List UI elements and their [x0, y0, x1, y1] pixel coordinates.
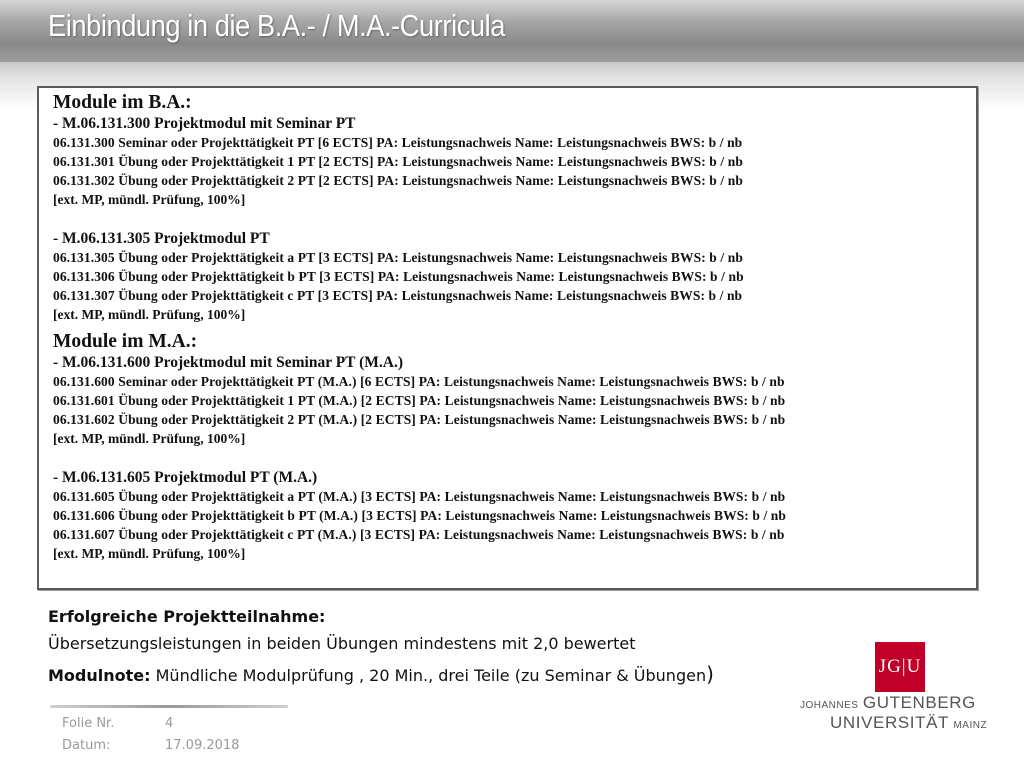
slide-footer — [62, 713, 239, 757]
section-heading-ma: Module im M.A.: — [53, 331, 198, 352]
module-group-ba-300 — [53, 114, 972, 209]
grade-line — [48, 662, 714, 688]
footer-divider — [50, 705, 288, 708]
course-line: 06.131.305 Übung oder Projekttätigkeit a PT [3 ECTS] PA: Leistungsnachweis Name: Leistungsnachweis BWS: b / nb — [53, 250, 743, 265]
slide-number-label: Folie Nr. — [62, 716, 115, 731]
exam-line: [ext. MP, mündl. Prüfung, 100%] — [53, 431, 246, 446]
course-line: 06.131.300 Seminar oder Projekttätigkeit PT [6 ECTS] PA: Leistungsnachweis Name: Leistungsnachweis BWS: b / nb — [53, 135, 743, 150]
course-line: 06.131.307 Übung oder Projekttätigkeit c PT [3 ECTS] PA: Leistungsnachweis Name: Leistungsnachweis BWS: b / nb — [53, 288, 743, 303]
module-list-panel — [37, 86, 978, 590]
course-line: 06.131.601 Übung oder Projekttätigkeit 1 PT (M.A.) [2 ECTS] PA: Leistungsnachweis Name: Leistungsnachweis BWS: b / nb — [53, 393, 786, 408]
course-line: 06.131.605 Übung oder Projekttätigkeit a PT (M.A.) [3 ECTS] PA: Leistungsnachweis Name: Leistungsnachweis BWS: b / nb — [53, 489, 786, 504]
course-line: 06.131.606 Übung oder Projekttätigkeit b PT (M.A.) [3 ECTS] PA: Leistungsnachweis Name: Leistungsnachweis BWS: b / nb — [53, 508, 786, 523]
course-line: 06.131.607 Übung oder Projekttätigkeit c PT (M.A.) [3 ECTS] PA: Leistungsnachweis Name: Leistungsnachweis BWS: b / nb — [53, 527, 785, 542]
success-text: Übersetzungsleistungen in beiden Übungen mindestens mit 2,0 bewertet — [48, 634, 636, 653]
module-title: - M.06.131.600 Projektmodul mit Seminar PT (M.A.) — [53, 354, 404, 371]
jgu-logo-mark — [875, 642, 925, 692]
slide-number: 4 — [165, 716, 174, 731]
module-group-ba-305 — [53, 229, 972, 324]
exam-line: [ext. MP, mündl. Prüfung, 100%] — [53, 192, 246, 207]
course-line: 06.131.306 Übung oder Projekttätigkeit b PT [3 ECTS] PA: Leistungsnachweis Name: Leistungsnachweis BWS: b / nb — [53, 269, 744, 284]
module-title: - M.06.131.300 Projektmodul mit Seminar PT — [53, 115, 356, 132]
module-group-ma-600 — [53, 353, 972, 448]
date-label: Datum: — [62, 738, 111, 753]
section-heading-ba: Module im B.A.: — [53, 92, 192, 113]
grade-text: Mündliche Modulprüfung , 20 Min., drei Teile (zu Seminar & Übungen — [150, 666, 707, 685]
course-line: 06.131.602 Übung oder Projekttätigkeit 2 PT (M.A.) [2 ECTS] PA: Leistungsnachweis Name: Leistungsnachweis BWS: b / nb — [53, 412, 786, 427]
exam-line: [ext. MP, mündl. Prüfung, 100%] — [53, 307, 246, 322]
summary-block — [48, 606, 714, 688]
course-line: 06.131.302 Übung oder Projekttätigkeit 2 PT [2 ECTS] PA: Leistungsnachweis Name: Leistungsnachweis BWS: b / nb — [53, 173, 743, 188]
slide-title: Einbindung in die B.A.- / M.A.-Curricula — [48, 8, 505, 43]
university-logo-text — [800, 694, 987, 734]
logo-line2: UNIVERSITÄT — [830, 713, 950, 732]
logo-suffix: MAINZ — [953, 720, 988, 731]
grade-label: Modulnote: — [48, 666, 151, 685]
date-value: 17.09.2018 — [165, 738, 240, 753]
jgu-logo-mark-text: JG|U — [878, 656, 922, 677]
logo-line1: GUTENBERG — [862, 693, 976, 712]
course-line: 06.131.301 Übung oder Projekttätigkeit 1 PT [2 ECTS] PA: Leistungsnachweis Name: Leistungsnachweis BWS: b / nb — [53, 154, 743, 169]
module-title: - M.06.131.605 Projektmodul PT (M.A.) — [53, 469, 318, 486]
module-group-ma-605 — [53, 468, 972, 563]
success-label: Erfolgreiche Projektteilnahme: — [48, 607, 326, 626]
module-title: - M.06.131.305 Projektmodul PT — [53, 230, 270, 247]
exam-line: [ext. MP, mündl. Prüfung, 100%] — [53, 546, 246, 561]
module-list-content — [53, 92, 972, 563]
logo-prefix: JOHANNES — [800, 700, 859, 711]
course-line: 06.131.600 Seminar oder Projekttätigkeit PT (M.A.) [6 ECTS] PA: Leistungsnachweis Name: Leistungsnachweis BWS: b / nb — [53, 374, 785, 389]
grade-close-paren: ) — [706, 662, 714, 686]
